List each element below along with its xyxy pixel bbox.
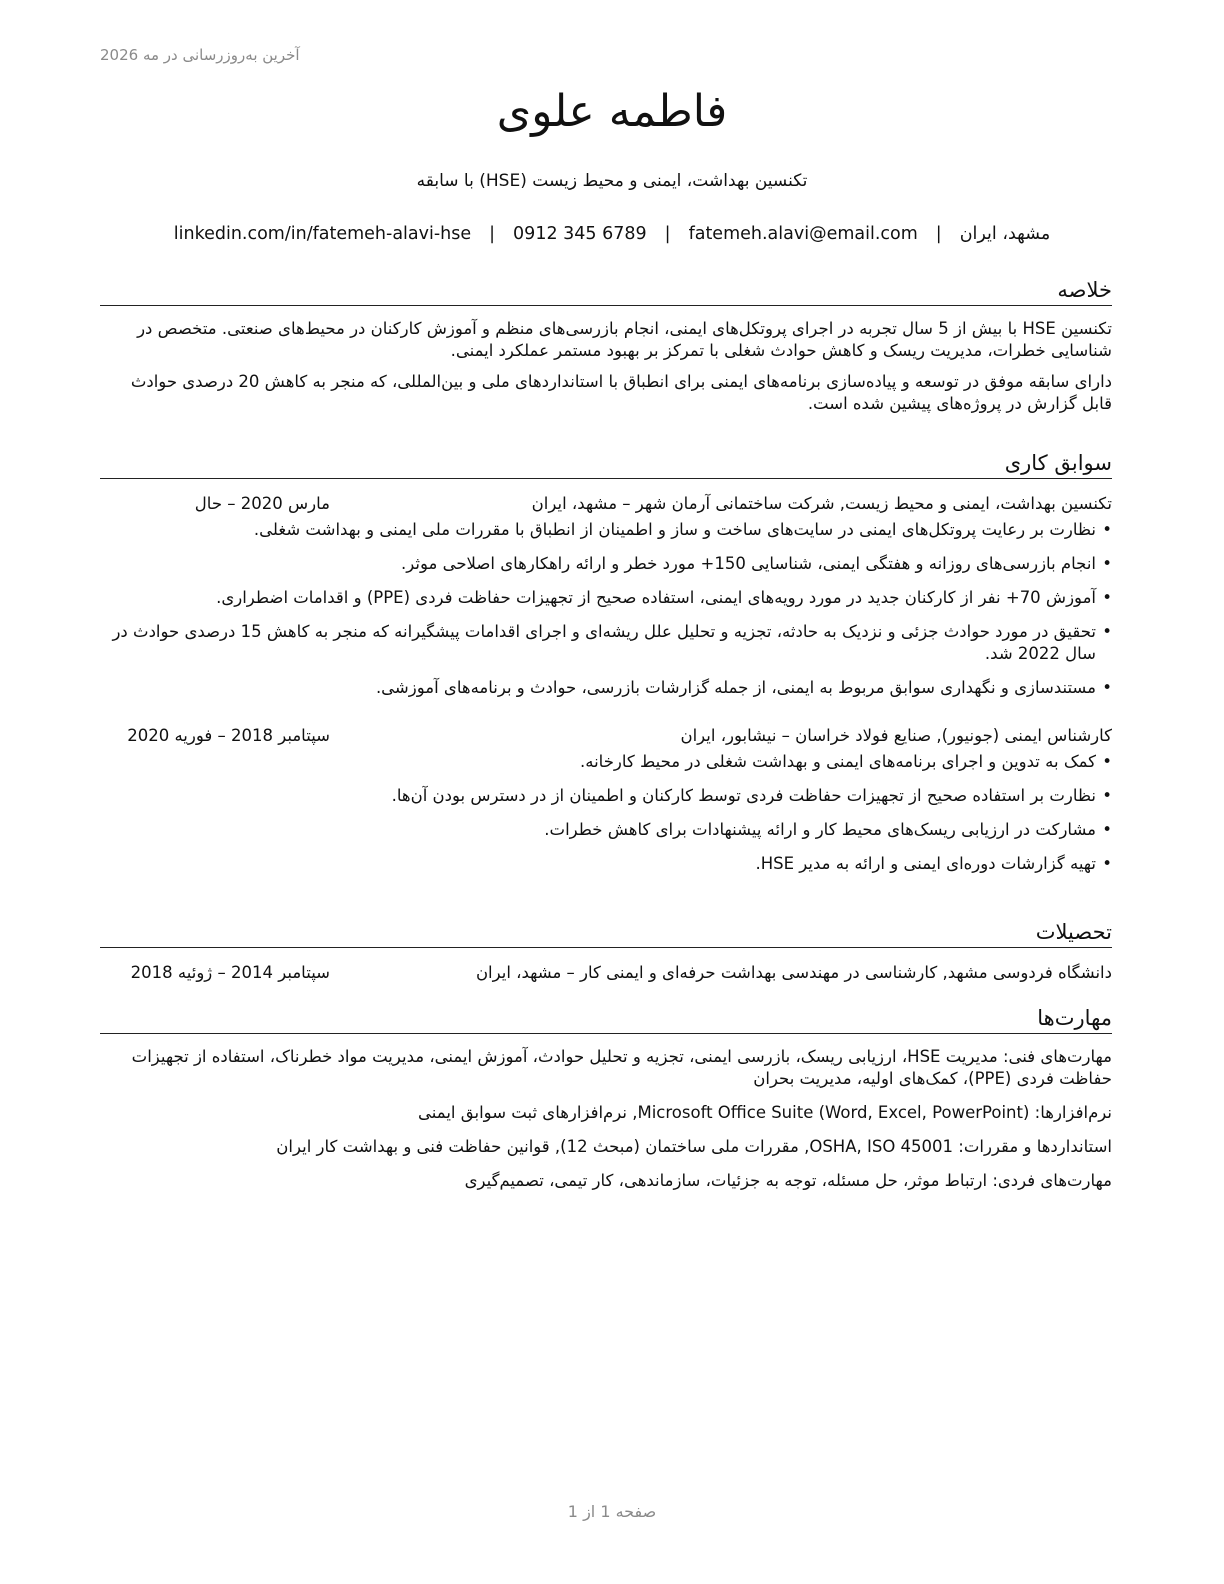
education-title: دانشگاه فردوسی مشهد, کارشناسی در مهندسی بهداشت حرفه‌ای و ایمنی کار – مشهد، ایران [475, 963, 1112, 982]
bullet-icon: • [1102, 554, 1112, 573]
contact-line [100, 224, 1124, 244]
list-item: • نظارت بر استفاده صحیح از تجهیزات حفاظت فردی توسط کارکنان و اطمینان از در دسترس بودن آن‌ها. [391, 786, 1112, 805]
job-entry [100, 493, 1112, 699]
education-heading: تحصیلات [100, 918, 1112, 948]
list-item: • تهیه گزارشات دوره‌ای ایمنی و ارائه به مدیر HSE. [755, 854, 1112, 873]
skills-line: مهارت‌های فنی: مدیریت HSE، ارزیابی ریسک، بازرسی ایمنی، تجزیه و تحلیل حوادث، آموزش ایمنی، مدیریت مواد خطرناک، استفاده از تجهیزات حفاظت فردی (PPE)، کمک‌های اولیه، مدیریت بحران [131, 1047, 1112, 1088]
skills-section [100, 1004, 1112, 1192]
list-item: • مشارکت در ارزیابی ریسک‌های محیط کار و ارائه پیشنهادات برای کاهش خطرات. [544, 820, 1112, 839]
skills-heading: مهارت‌ها [100, 1004, 1112, 1034]
page-number: صفحه 1 از 1 [567, 1502, 657, 1521]
job-bullets [100, 751, 1112, 875]
bullet-icon: • [1102, 820, 1112, 839]
job-header [100, 725, 1112, 747]
bullet-icon: • [1102, 622, 1112, 641]
contact-email[interactable]: fatemeh.alavi@email.com [688, 224, 918, 244]
contact-separator: | [935, 224, 942, 244]
summary-section [100, 276, 1112, 415]
education-entry [100, 962, 1112, 984]
skills-line: نرم‌افزارها: Microsoft Office Suite (Word, Excel, PowerPoint), نرم‌افزارهای ثبت سوابق ایمنی [418, 1103, 1112, 1122]
job-dates: سپتامبر 2018 – فوریه 2020 [127, 726, 330, 745]
summary-heading: خلاصه [100, 276, 1112, 306]
candidate-name: فاطمه علوی [496, 86, 728, 137]
experience-section [100, 449, 1112, 875]
last-updated-note: آخرین به‌روزرسانی در مه 2026 [100, 46, 300, 64]
list-item: • تحقیق در مورد حوادث جزئی و نزدیک به حادثه، تجزیه و تحلیل علل ریشه‌ای و اجرای اقدامات پیشگیرانه که منجر به کاهش 15 درصدی حوادث در سال 2022 شد. [112, 622, 1112, 663]
list-item: • نظارت بر رعایت پروتکل‌های ایمنی در سایت‌های ساخت و ساز و اطمینان از انطباق با مقررات ملی ایمنی و بهداشت شغلی. [253, 520, 1112, 539]
job-dates: مارس 2020 – حال [194, 494, 330, 513]
list-item: • آموزش 70+ نفر از کارکنان جدید در مورد رویه‌های ایمنی، استفاده صحیح از تجهیزات حفاظت فردی (PPE) و اقدامات اضطراری. [216, 588, 1112, 607]
summary-paragraph: دارای سابقه موفق در توسعه و پیاده‌سازی برنامه‌های ایمنی برای انطباق با استانداردهای ملی و بین‌المللی، که منجر به کاهش 20 درصدی حوادث قابل گزارش در پروژه‌های پیشین شده است. [130, 372, 1112, 413]
candidate-subtitle: تکنسین بهداشت، ایمنی و محیط زیست (HSE) با سابقه [416, 171, 808, 191]
education-section [100, 918, 1112, 984]
bullet-icon: • [1102, 854, 1112, 873]
job-header [100, 493, 1112, 515]
contact-phone: 0912 345 6789 [513, 224, 647, 244]
skills-line: مهارت‌های فردی: ارتباط موثر، حل مسئله، توجه به جزئیات، سازماندهی، کار تیمی، تصمیم‌گیری [464, 1171, 1112, 1190]
list-item: • کمک به تدوین و اجرای برنامه‌های ایمنی و بهداشت شغلی در محیط کارخانه. [579, 752, 1112, 771]
experience-heading: سوابق کاری [100, 449, 1112, 479]
job-bullets [100, 519, 1112, 699]
list-item: • انجام بازرسی‌های روزانه و هفتگی ایمنی، شناسایی 150+ مورد خطر و ارائه راهکارهای اصلاحی موثر. [401, 554, 1112, 573]
education-dates: سپتامبر 2014 – ژوئیه 2018 [130, 963, 330, 982]
contact-separator: | [664, 224, 671, 244]
bullet-icon: • [1102, 752, 1112, 771]
bullet-icon: • [1102, 588, 1112, 607]
job-title: کارشناس ایمنی (جونیور), صنایع فولاد خراسان – نیشابور، ایران [680, 726, 1112, 745]
contact-linkedin-link[interactable]: linkedin.com/in/fatemeh-alavi-hse [173, 224, 472, 244]
bullet-icon: • [1102, 678, 1112, 697]
skills-line: استانداردها و مقررات: OSHA, ISO 45001, مقررات ملی ساختمان (مبحث 12), قوانین حفاظت فنی و بهداشت کار ایران [276, 1137, 1112, 1156]
contact-separator: | [489, 224, 496, 244]
job-title: تکنسین بهداشت، ایمنی و محیط زیست, شرکت ساختمانی آرمان شهر – مشهد، ایران [531, 494, 1112, 513]
bullet-icon: • [1102, 786, 1112, 805]
contact-location: مشهد، ایران [959, 224, 1051, 244]
list-item: • مستندسازی و نگهداری سوابق مربوط به ایمنی، از جمله گزارشات بازرسی، حوادث و برنامه‌های آموزشی. [375, 678, 1112, 697]
summary-paragraph: تکنسین HSE با بیش از 5 سال تجربه در اجرای پروتکل‌های ایمنی، انجام بازرسی‌های منظم و آموزش کارکنان در محیط‌های صنعتی. متخصص در شناسایی خطرات، مدیریت ریسک و کاهش حوادث شغلی با تمرکز بر بهبود مستمر عملکرد ایمنی. [137, 319, 1112, 360]
job-entry [100, 725, 1112, 875]
bullet-icon: • [1102, 520, 1112, 539]
